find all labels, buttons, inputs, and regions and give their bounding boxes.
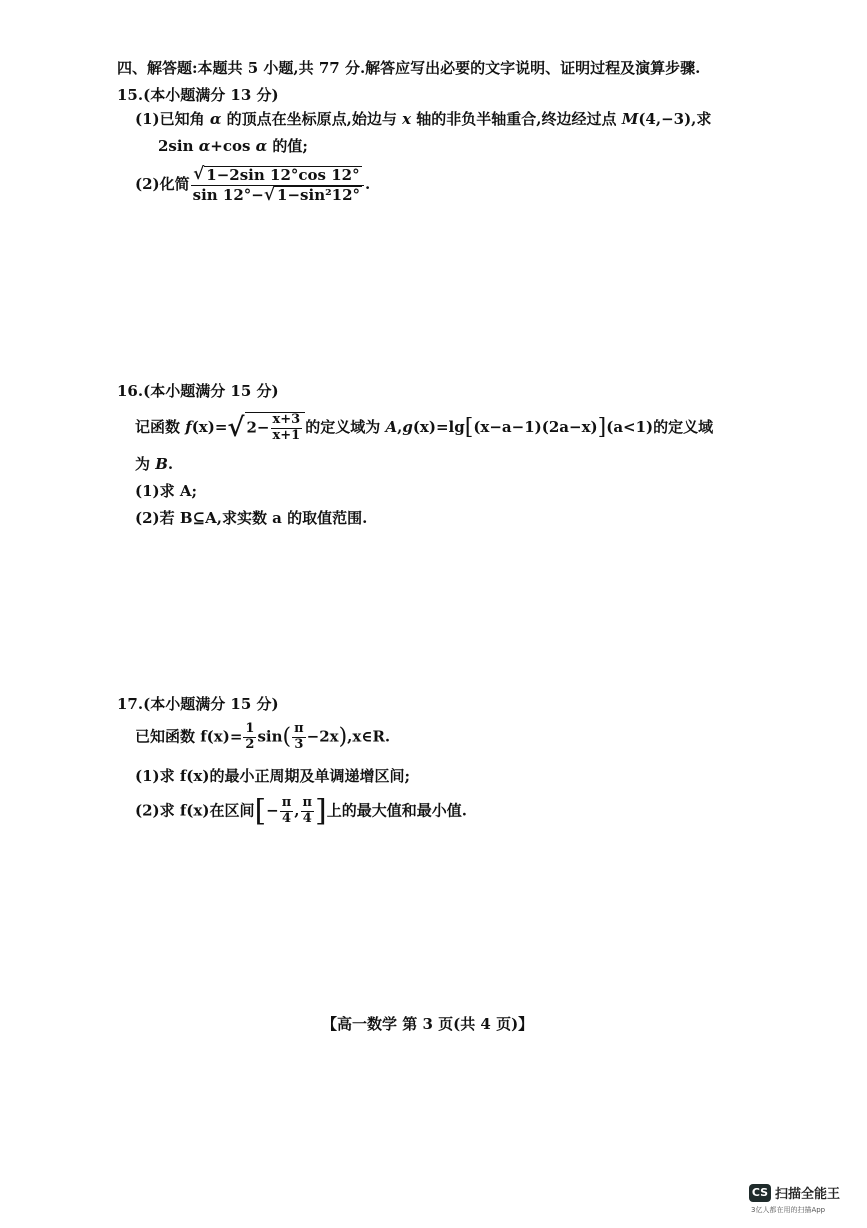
q16-intro-line1: 记函数 f(x)=√ 2− $\frac{x+3}{x+1}$ 的定义域为 A,g(x)=lg[(x−a−1)(2a−x)](a<1)的定义域 [135, 412, 714, 443]
q17-intro: 已知函数 f(x)= $\frac{1}{2}$ sin( $\frac{\pi}{3}$ −2x),x∈R. [135, 721, 391, 752]
q16-intro-line2: 为 B. [135, 455, 174, 473]
q17-part2: (2)求 f(x)在区间[− $\frac{\pi}{4}$ , $\frac{\pi}{4}$ ]上的最大值和最小值. [135, 793, 467, 829]
q15-part1-line1: (1)已知角 α 的顶点在坐标原点,始边与 x 轴的非负半轴重合,终边经过点 M(4,−3),求 [135, 110, 712, 128]
q16-part1: (1)求 A; [135, 482, 198, 500]
q17-header: 17.(本小题满分 15 分) [117, 695, 279, 713]
q16-part2: (2)若 B⊆A,求实数 a 的取值范围. [135, 509, 368, 527]
q15-fraction: $\frac{√ 1-2\sin 12^\circ\cos 12^\circ}{\text{sin 12°−√ 1−sin²12°}}$ [191, 165, 364, 205]
q16-header: 16.(本小题满分 15 分) [117, 382, 279, 400]
scanner-logo-icon: CS [749, 1184, 771, 1202]
q15-header: 15.(本小题满分 13 分) [117, 86, 279, 104]
section-heading: 四、解答题:本题共 5 小题,共 77 分.解答应写出必要的文字说明、证明过程及演算步骤. [117, 59, 701, 77]
q15-part2: (2)化简 $\frac{√ 1-2\sin 12^\circ\cos 12^\circ}{\text{sin 12°−√ 1−sin²12°}}$ . [135, 164, 371, 205]
q15-part1-line2: 2sin α+cos α 的值; [158, 137, 308, 155]
scanner-tagline: 3亿人都在用的扫描App [751, 1206, 826, 1214]
scanner-app-name: 扫描全能王 [775, 1187, 841, 1202]
q17-part1: (1)求 f(x)的最小正周期及单调递增区间; [135, 767, 410, 785]
page-footer: 【高一数学 第 3 页(共 4 页)】 [322, 1015, 534, 1033]
